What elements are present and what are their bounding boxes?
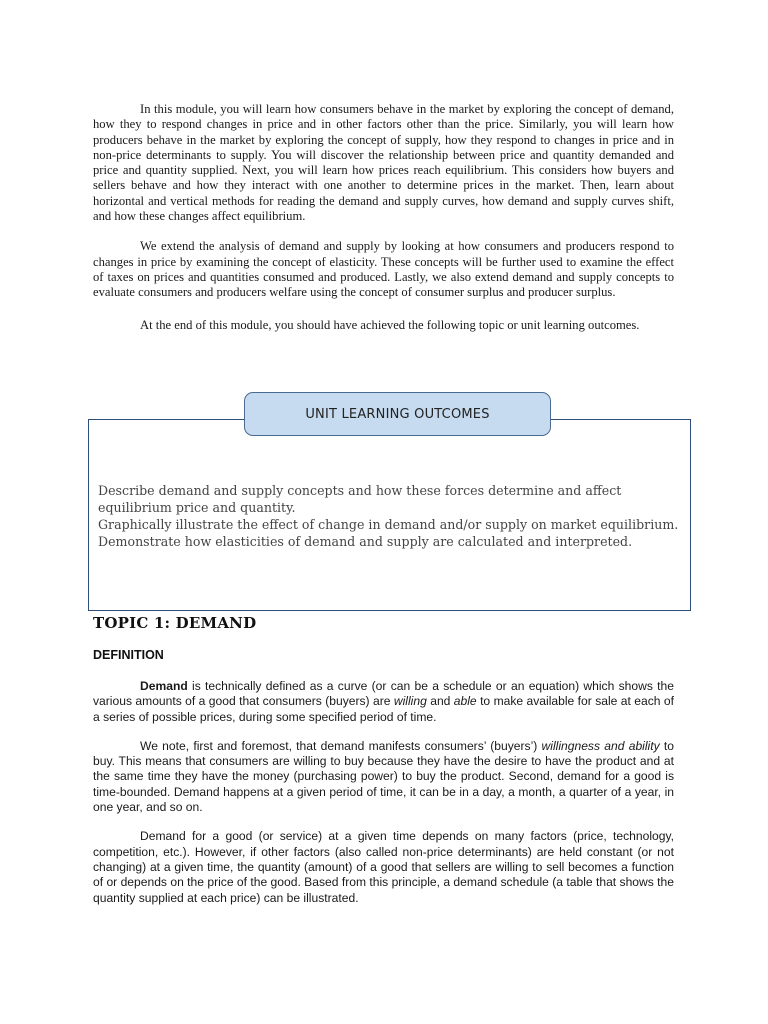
learning-outcome-item: Demonstrate how elasticities of demand and supply are calculated and interpreted. [98,534,633,549]
intro-paragraph-1: In this module, you will learn how consumers behave in the market by exploring the concept of demand, how they to respond changes in price and in other factors other than the price. Similarly, you will learn how producers behave in the market by exploring the concept of supply, how they respond to changes in price and in non-price determinants to supply. You will discover the relationship between price and quantity demanded and price and quantity supplied. Next, you will learn how prices reach equilibrium. This considers how buyers and sellers behave and how they interact with one another to determine prices in the market. Then, learn about horizontal and vertical methods for reading the demand and supply curves, how demand and supply curves shift, and how these changes affect equilibrium. [93,102,674,224]
learning-outcomes-list [98,482,682,550]
definition-paragraph-2: We note, first and foremost, that demand manifests consumers’ (buyers’) willingness and ability to buy. This means that consumers are willing to buy because they have the desire to have the product and at the same time they have the money (purchasing power) to buy the product. Second, demand for a good is time-bounded. Demand happens at a given period of time, it can be in a day, a month, a quarter of a year, in one year, and so on. [93,738,675,815]
learning-outcomes-title: UNIT LEARNING OUTCOMES [244,392,551,436]
definition-paragraph-3: Demand for a good (or service) at a given time depends on many factors (price, technology, competition, etc.). However, if other factors (also called non-price determinants) are held constant (or not changing) at a given time, the quantity (amount) of a good that sellers are willing to sell becomes a function of or depends on the price of the good. Based from this principle, a demand schedule (a table that shows the quantity supplied at each price) can be illustrated. [93,829,674,905]
definition-section [93,679,674,906]
definition-heading: DEFINITION [93,648,164,662]
term-demand: Demand [140,679,188,693]
intro-section [93,102,674,333]
intro-paragraph-2: We extend the analysis of demand and supply by looking at how consumers and producers respond to changes in price by examining the concept of elasticity. These concepts will be further used to examine the effect of taxes on prices and quantities consumed and produced. Lastly, we also extend demand and supply concepts to evaluate consumers and producers welfare using the concept of consumer surplus and producer surplus. [93,239,674,300]
definition-paragraph-1: Demand is technically defined as a curve (or can be a schedule or an equation) which shows the various amounts of a good that consumers (buyers) are willing and able to make available for sale at each of a series of possible prices, during some specified period of time. [93,679,674,724]
learning-outcome-item: Graphically illustrate the effect of change in demand and/or supply on market equilibrium. [98,517,679,532]
topic-heading: TOPIC 1: DEMAND [93,614,257,632]
intro-paragraph-3: At the end of this module, you should have achieved the following topic or unit learning outcomes. [140,317,640,332]
learning-outcome-item: Describe demand and supply concepts and how these forces determine and affect equilibrium price and quantity. [98,483,622,515]
